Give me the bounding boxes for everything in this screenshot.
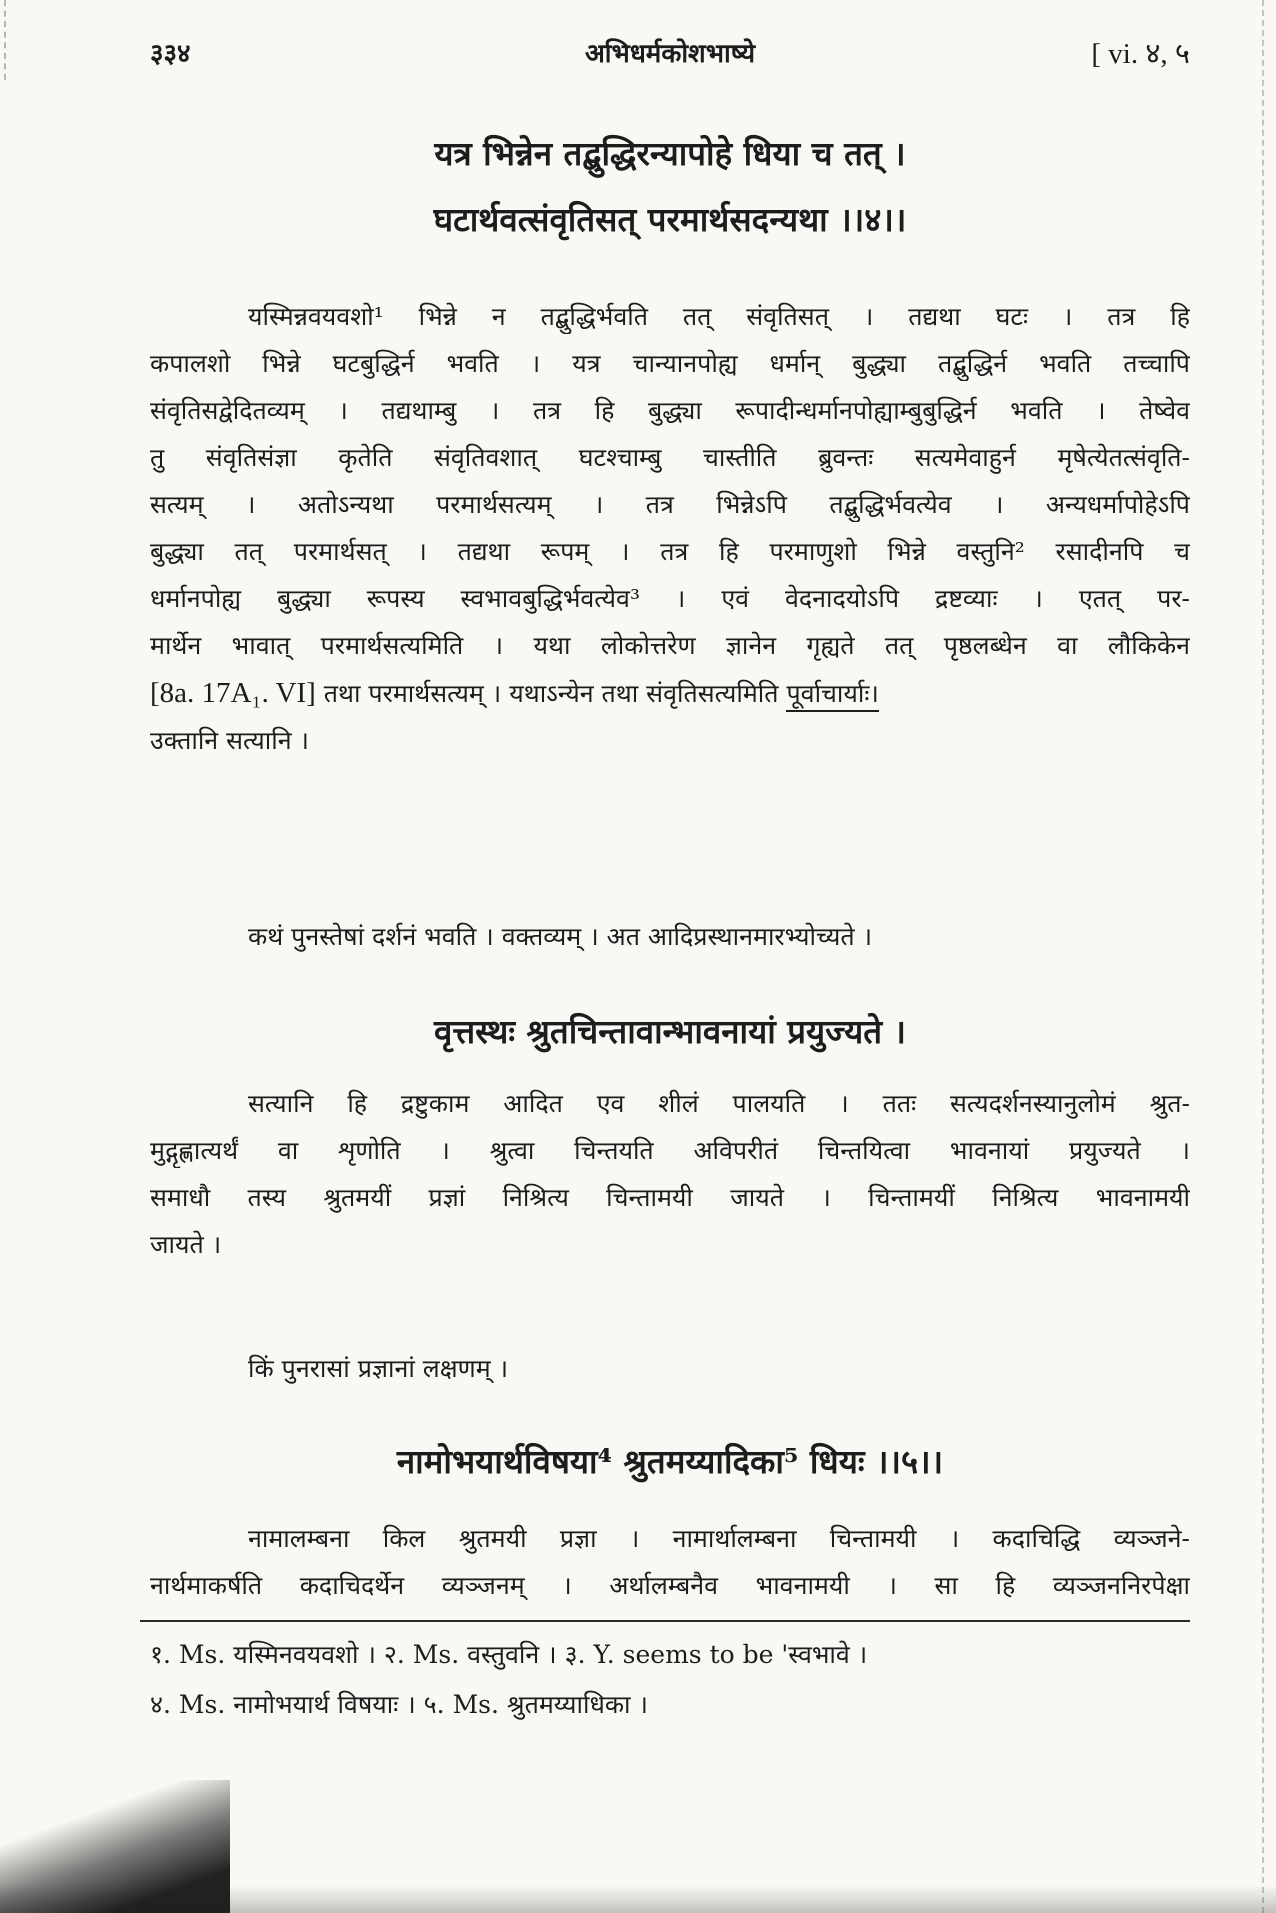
footnote-line: ४. Ms. नामोभयार्थ विषयाः । ५. Ms. श्रुतमय्याधिका । [150, 1690, 648, 1719]
section-reference: [ vi. ४, ५ [1091, 38, 1190, 70]
scan-shadow [0, 1885, 1276, 1913]
footnote-rule [140, 1620, 1190, 1622]
verse-5-line: नामोभयार्थविषया⁴ श्रुतमय्यादिका⁵ धियः ।।५।। [396, 1442, 944, 1481]
paragraph-line-with-reference [150, 676, 1190, 711]
scan-edge-left [4, 0, 6, 80]
verse-line: वृत्तस्थः श्रुतचिन्तावान्भावनायां प्रयुज्यते । [433, 1012, 907, 1051]
paragraph-line: नामालम्बना किल श्रुतमयी प्रज्ञा । नामार्थालम्बना चिन्तामयी । कदाचिद्धि व्यञ्जने- [248, 1524, 1190, 1553]
paragraph-line: यस्मिन्नवयवशो¹ भिन्ने न तद्बुद्धिर्भवति तत् संवृतिसत् । तद्यथा घटः । तत्र हि [248, 302, 1190, 331]
paragraph-line: जायते । [150, 1230, 222, 1259]
paragraph-line: उक्तानि सत्यानि । [150, 726, 310, 755]
paragraph-line: संवृतिसद्वेदितव्यम् । तद्यथाम्बु । तत्र हि बुद्ध्या रूपादीन्धर्मानपोह्याम्बुबुद्धिर्न भवति । तेष्वेव [150, 396, 1190, 425]
paragraph-line: समाधौ तस्य श्रुतमयीं प्रज्ञां निश्रित्य चिन्तामयी जायते । चिन्तामयीं निश्रित्य भावनामयी [150, 1183, 1190, 1212]
paragraph-line: मार्थेन भावात् परमार्थसत्यमिति । यथा लोकोत्तरेण ज्ञानेन गृह्यते तत् पृष्ठलब्धेन वा लौकिकेन [150, 631, 1190, 660]
paragraph-line: नार्थमाकर्षति कदाचिदर्थेन व्यञ्जनम् । अर्थालम्बनैव भावनामयी । सा हि व्यञ्जननिरपेक्षा [150, 1571, 1190, 1600]
manuscript-folio-reference: [8a. 17A₁. VI] [150, 677, 316, 709]
question-line: किं पुनरासां प्रज्ञानां लक्षणम् । [248, 1354, 509, 1383]
running-title: अभिधर्मकोशभाष्ये [584, 39, 756, 69]
question-line: कथं पुनस्तेषां दर्शनं भवति । वक्तव्यम् । अत आदिप्रस्थानमारभ्योच्यते । [248, 922, 873, 951]
verse-4-line-1: यत्र भिन्नेन तद्बुद्धिरन्यापोहे धिया च तत् । [434, 134, 906, 173]
paragraph-line: तु संवृतिसंज्ञा कृतेति संवृतिवशात् घटश्चाम्बु चास्तीति ब्रुवन्तः सत्यमेवाहुर्न मृषेत्येतत्संवृति- [150, 443, 1190, 472]
paragraph-line: मुद्गृह्णात्यर्थं वा शृणोति । श्रुत्वा चिन्तयति अविपरीतं चिन्तयित्वा भावनायां प्रयुज्यते । [150, 1136, 1190, 1165]
paragraph-text: तथा परमार्थसत्यम् । यथाऽन्येन तथा संवृतिसत्यमिति [315, 679, 787, 708]
paragraph-line: कपालशो भिन्ने घटबुद्धिर्न भवति । यत्र चान्यानपोह्य धर्मान् बुद्ध्या तद्बुद्धिर्न भवति तच्चापि [150, 349, 1190, 378]
paragraph-line: सत्यानि हि द्रष्टुकाम आदित एव शीलं पालयति । ततः सत्यदर्शनस्यानुलोमं श्रुत- [248, 1089, 1190, 1118]
verse-4-line-2: घटार्थवत्संवृतिसत् परमार्थसदन्यथा ।।४।। [433, 200, 907, 239]
paragraph-line: धर्मानपोह्य बुद्ध्या रूपस्य स्वभावबुद्धिर्भवत्येव³ । एवं वेदनादयोऽपि द्रष्टव्याः । एतत् पर- [150, 584, 1190, 613]
scan-edge-right [1262, 0, 1264, 1913]
page-number: ३३४ [150, 39, 191, 69]
underlined-text: पूर्वाचार्याः। [786, 679, 878, 712]
footnote-line: १. Ms. यस्मिनवयवशो । २. Ms. वस्तुवनि । ३. Y. seems to be 'स्वभावे । [150, 1640, 868, 1669]
paragraph-line: सत्यम् । अतोऽन्यथा परमार्थसत्यम् । तत्र भिन्नेऽपि तद्बुद्धिर्भवत्येव । अन्यधर्मापोहेऽपि [150, 490, 1190, 519]
paragraph-line: बुद्ध्या तत् परमार्थसत् । तद्यथा रूपम् । तत्र हि परमाणुशो भिन्ने वस्तुनि² रसादीनपि च [150, 537, 1190, 566]
